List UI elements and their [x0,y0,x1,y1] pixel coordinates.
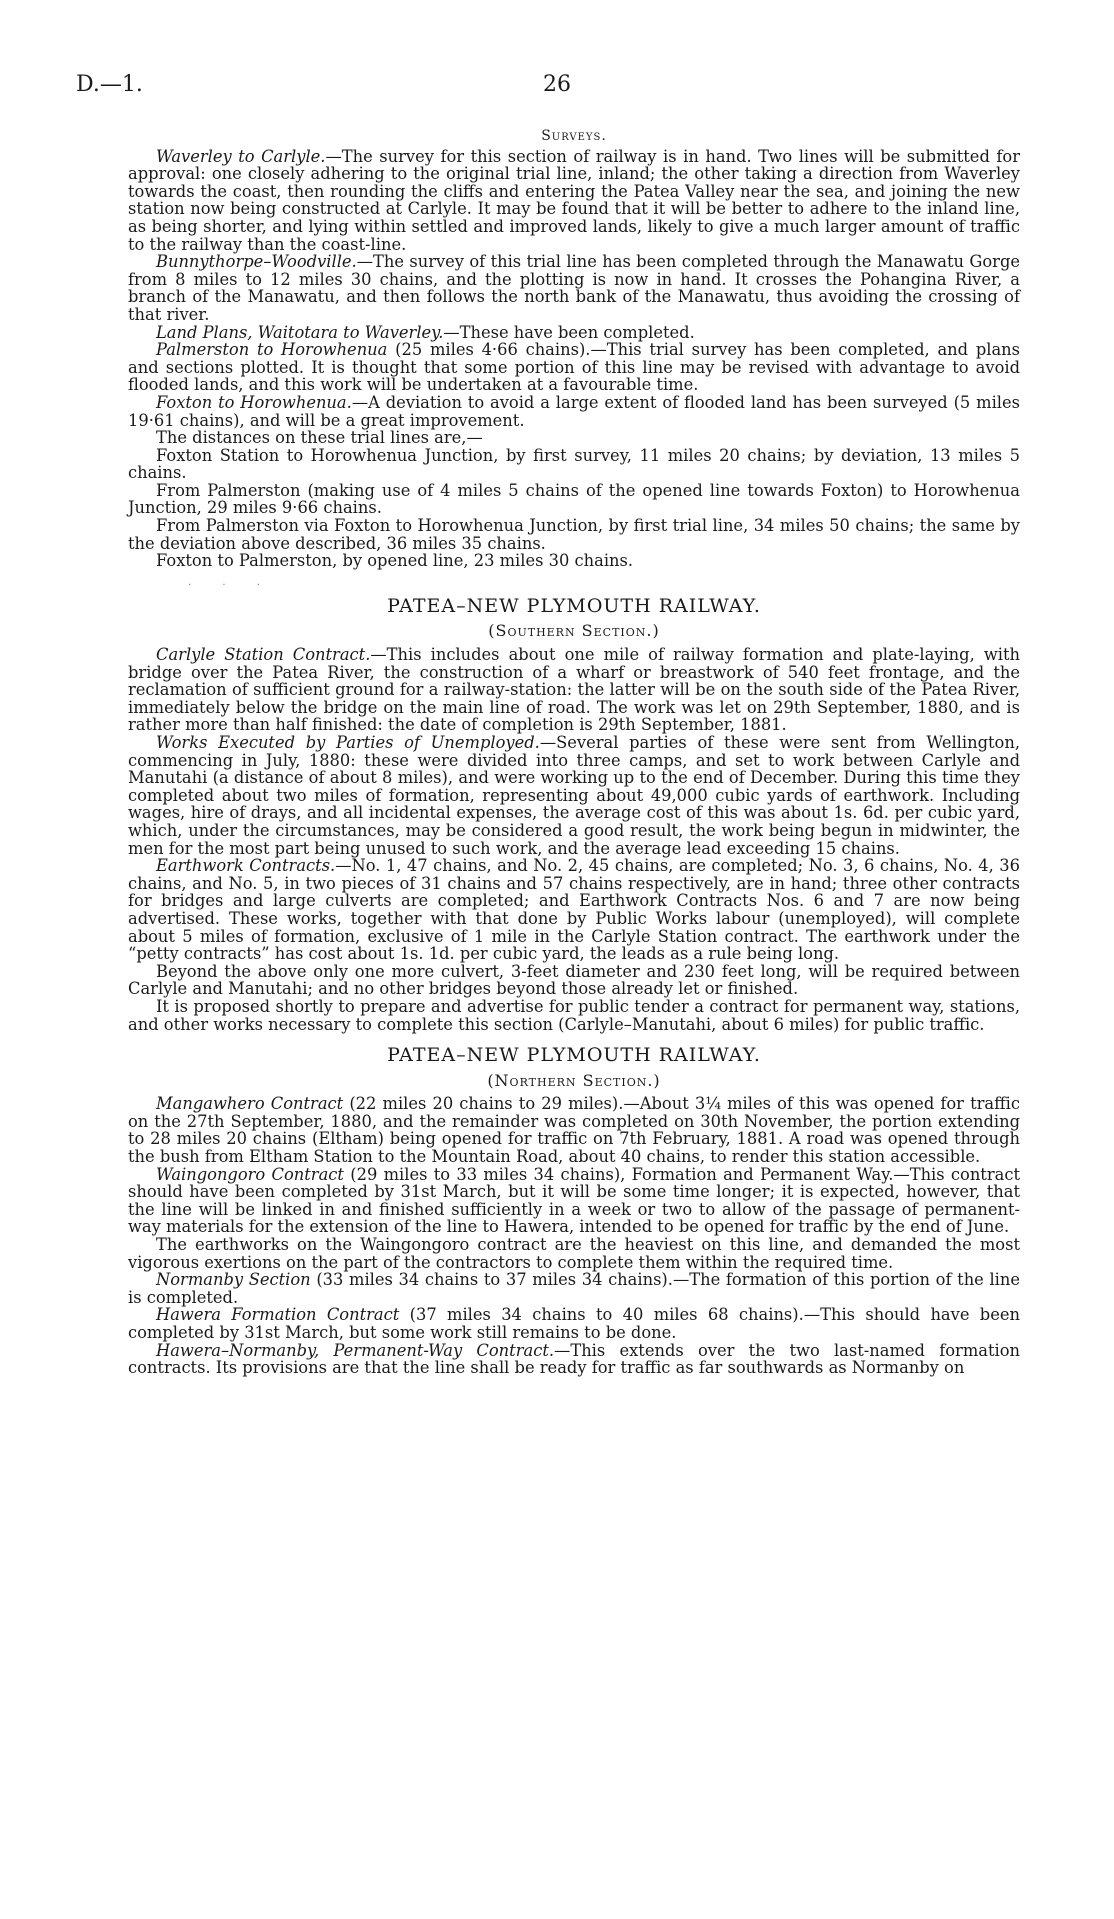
page-header [76,72,1038,102]
paragraph-text: (22 miles 20 chains to 29 miles).—About 3¼ miles of this was opened for traffic on the 27th September, 1880, and the remainder was completed on 30th November, the portion extending to 28 miles 20 chains (Eltham) being opened for traffic on 7th February, 1881. A road was opened through the bush from Eltham Station to the Mountain Road, about 40 chains, to render this station accessible. [128,1094,1021,1167]
paragraph [128,1095,1020,1165]
paragraph [128,1306,1020,1341]
surveys-heading: Surveys. [541,128,607,144]
paragraph-lead: Works Executed by Parties of Unemployed. [156,733,540,752]
paragraph-lead: Hawera Formation Contract [156,1305,400,1325]
decorative-dots: . . . [188,576,274,588]
paragraph-text: Foxton to Palmerston, by opened line, 23 miles 30 chains. [156,551,634,571]
paragraph [128,998,1020,1033]
paragraph-text: (29 miles to 33 miles 34 chains), Formation and Permanent Way.—This contract should have been completed by 31st March, but it will be some time longer; it is expected, however, that the line will be linked in and finished sufficiently in a week or two to allow of the passage of permanent-way materials for the extension of the line to Hawera, intended to be opened for traffic by the end of June. [128,1164,1020,1237]
paragraph [128,394,1020,429]
paragraph [128,447,1020,482]
paragraph-text: —The survey for this section of railway is in hand. Two lines will be submitted for approval: one closely adhering to the original trial line, inland; the other taking a direction from Waverley towards the coast, then rounding the cliffs and entering the Patea Valley near the sea, and joining the new station now being constructed at Carlyle. It may be found that it will be better to adhere to the inland line, as being shorter, and lying within settled and improved lands, likely to give a much larger amount of traffic to the railway than the coast-line. [128,146,1021,254]
paragraph [128,253,1020,323]
paragraph [128,963,1020,998]
paragraph-text: —This extends over the two last-named formation contracts. Its provisions are that the line shall be ready for traffic as far southwards as Normanby on [128,1340,1020,1378]
paragraph [128,857,1020,963]
paragraph-text: (37 miles 34 chains to 40 miles 68 chains).—This should have been completed by 31st March, but some work still remains to be done. [128,1305,1020,1342]
paragraph-lead: Bunnythorpe–Woodville. [156,252,357,272]
paragraph-text: —A deviation to avoid a large extent of flooded land has been surveyed (5 miles 19·61 chains), and will be a great improvement. [128,392,1020,430]
paragraph-text: The earthworks on the Waingongoro contract are the heaviest on this line, and demanded the most vigorous exertions on the part of the contractors to complete them within the required time. [128,1235,1020,1272]
paragraph-text: The distances on these trial lines are,— [156,428,483,448]
paragraph [128,1166,1020,1236]
paragraph-lead: Land Plans, Waitotara to Waverley. [156,322,444,342]
paragraph [128,429,1020,447]
paragraph-lead: Waingongoro Contract [156,1164,344,1184]
paragraph [128,1236,1020,1271]
paragraph-text: —These have been completed. [443,322,695,342]
paragraph [128,1271,1020,1306]
paragraph-lead: Hawera–Normanby, Permanent-Way Contract. [156,1340,555,1360]
paragraph-text: —This includes about one mile of railway formation and plate-laying, with bridge over the Patea River, the construction of a wharf or breastwork of 540 feet frontage, and the reclamation of sufficient ground for a railway-station: the latter will be on the south side of the Patea River, immediately below the bridge on the main line of road. The work was let on 29th September, 1880, and is rather more than half finished: the date of completion is 29th September, 1881. [128,645,1020,735]
paragraph-text: Beyond the above only one more culvert, 3-feet diameter and 230 feet long, will be required between Carlyle and Manutahi; and no other bridges beyond those already let or finished. [128,961,1020,999]
section-heading-northern: PATEA–NEW PLYMOUTH RAILWAY. [387,1044,761,1067]
paragraph [128,482,1020,517]
paragraph-text: —The survey of this trial line has been completed through the Manawatu Gorge from 8 miles to 12 miles 30 chains, and the plotting is now in hand. It crosses the Pohangina River, a branch of the Manawatu, and then follows the north bank of the Manawatu, thus avoiding the crossing of that river. [128,252,1020,324]
paragraph-text: —Several parties of these were sent from Wellington, commencing in July, 1880: these were divided into three camps, and set to work between Carlyle and Manutahi (a distance of about 8 miles), and were working up to the end of December. During this time they completed about two miles of formation, representing about 49,000 cubic yards of earthwork. Including wages, hire of drays, and all incidental expenses, the average cost of this was about 1s. 6d. per cubic yard, which, under the circumstances, may be considered a good result, the work being begun in midwinter, the men for the most part being unused to such work, and the average lead exceeding 15 chains. [128,733,1020,858]
paragraph-lead: Waverley to Carlyle. [156,146,326,166]
paragraph [128,324,1020,342]
paragraph-lead: Earthwork Contracts. [156,856,336,876]
paragraph-text: (33 miles 34 chains to 37 miles 34 chains).—The formation of this portion of the line is completed. [128,1270,1020,1307]
paragraph-text: Foxton Station to Horowhenua Junction, by first survey, 11 miles 20 chains; by deviation, 13 miles 5 chains. [128,445,1020,483]
paragraph-text: From Palmerston (making use of 4 miles 5 chains of the opened line towards Foxton) to Horowhenua Junction, 29 miles 9·66 chains. [128,480,1020,518]
paragraph [128,341,1020,394]
paragraph-lead: Normanby Section [156,1270,311,1290]
document-body [128,128,1020,1377]
paragraph-lead: Mangawhero Contract [156,1094,344,1114]
paragraph [128,552,1020,570]
paragraph [128,148,1020,254]
section-subheading-northern: (Northern Section.) [487,1070,661,1090]
paragraph [128,517,1020,552]
paragraph-lead: Palmerston to Horowhenua [156,340,388,360]
paragraph-text: It is proposed shortly to prepare and advertise for public tender a contract for permanent way, stations, and other works necessary to complete this section (Carlyle–Manutahi, about 6 miles) for public traffic. [128,996,1020,1034]
section-heading-southern: PATEA–NEW PLYMOUTH RAILWAY. [387,594,761,617]
paragraph-text: (25 miles 4·66 chains).—This trial survey has been completed, and plans and sections plotted. It is thought that some portion of this line may be revised with advantage to avoid flooded lands, and this work will be undertaken at a favourable time. [128,340,1021,395]
section-subheading-southern: (Southern Section.) [488,621,660,641]
paragraph-lead: Foxton to Horowhenua. [156,392,352,412]
paragraph-text: —No. 1, 47 chains, and No. 2, 45 chains, are completed; No. 3, 6 chains, No. 4, 36 chains, and No. 5, in two pieces of 31 chains and 57 chains respectively, are in hand; three other contracts for bridges and large culverts are completed; and Earthwork Contracts Nos. 6 and 7 are now being advertised. These works, together with that done by Public Works labour (unemployed), will complete about 5 miles of formation, exclusive of 1 mile in the Carlyle Station contract. The earthwork under the “petty contracts” has cost about 1s. 1d. per cubic yard, the leads as a rule being long. [128,856,1020,964]
document-code: D.—1. [76,72,143,97]
paragraph [128,734,1020,857]
page-number: 26 [543,72,571,97]
paragraph [128,646,1020,734]
paragraph-lead: Carlyle Station Contract. [156,645,371,665]
paragraph [128,1342,1020,1377]
paragraph-text: From Palmerston via Foxton to Horowhenua Junction, by first trial line, 34 miles 50 chains; the same by the deviation above described, 36 miles 35 chains. [128,516,1020,553]
